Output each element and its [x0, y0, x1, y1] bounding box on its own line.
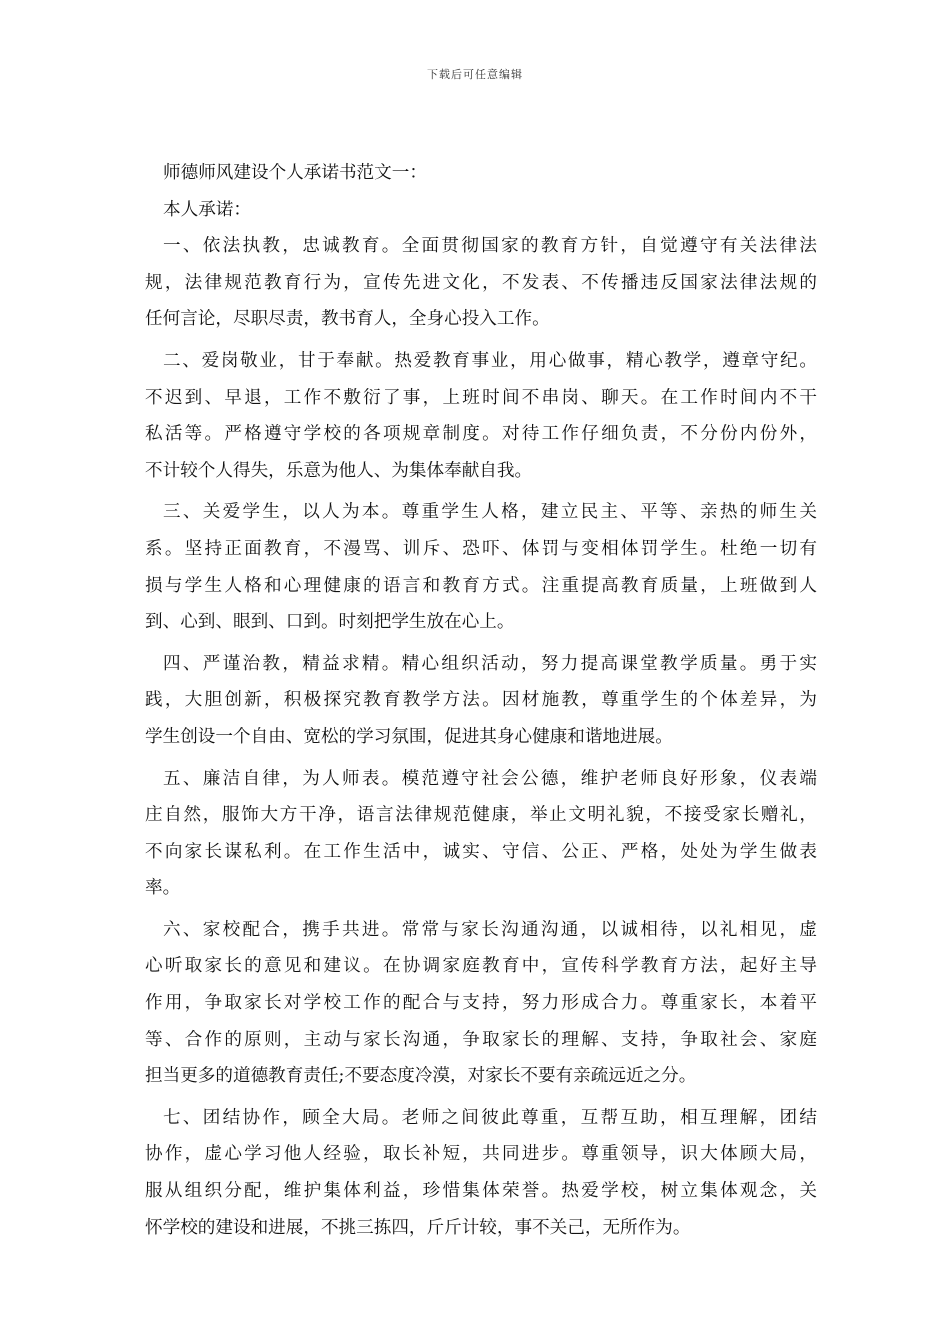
paragraph-line: 怀学校的建设和进展，不挑三拣四，斤斤计较，事不关己，无所作为。 [145, 1217, 691, 1238]
intro-line: 本人承诺： [163, 199, 251, 220]
paragraph-line: 不向家长谋私利。在工作生活中，诚实、守信、公正、严格，处处为学生做表 [145, 841, 817, 862]
paragraph-line: 服从组织分配，维护集体利益，珍惜集体荣誉。热爱学校，树立集体观念，关 [145, 1181, 817, 1202]
paragraph-line: 一、依法执教，忠诚教育。全面贯彻国家的教育方针，自觉遵守有关法律法 [163, 236, 817, 257]
document-body [145, 155, 817, 1246]
paragraph [145, 912, 817, 1095]
paragraph-line: 等、合作的原则，主动与家长沟通，争取家长的理解、支持，争取社会、家庭 [145, 1029, 817, 1050]
paragraph-line: 规，法律规范教育行为，宣传先进文化，不发表、不传播违反国家法律法规的 [145, 272, 817, 293]
header-note: 下载后可任意编辑 [427, 68, 523, 81]
paragraph-line: 庄自然，服饰大方干净，语言法律规范健康，举止文明礼貌，不接受家长赠礼， [145, 805, 817, 826]
paragraph-line: 践，大胆创新，积极探究教育教学方法。因材施教，尊重学生的个体差异，为 [145, 690, 817, 711]
paragraph-line: 四、严谨治教，精益求精。精心组织活动，努力提高课堂教学质量。勇于实 [163, 653, 817, 674]
paragraph [145, 761, 817, 907]
paragraph-line: 六、家校配合，携手共进。常常与家长沟通沟通，以诚相待，以礼相见，虚 [163, 919, 817, 940]
paragraph-line: 任何言论，尽职尽责，教书育人，全身心投入工作。 [145, 309, 550, 330]
paragraph-line: 系。坚持正面教育，不漫骂、训斥、恐吓、体罚与变相体罚学生。杜绝一切有 [145, 538, 817, 559]
paragraph-line: 三、关爱学生，以人为本。尊重学生人格，建立民主、平等、亲热的师生关 [163, 502, 817, 523]
paragraph-line: 担当更多的道德教育责任;不要态度冷漠，对家长不要有亲疏远近之分。 [145, 1066, 697, 1087]
paragraph-line: 不计较个人得失，乐意为他人、为集体奉献自我。 [145, 460, 533, 481]
paragraph-line: 学生创设一个自由、宽松的学习氛围，促进其身心健康和谐地进展。 [145, 726, 673, 747]
paragraph-line: 五、廉洁自律，为人师表。模范遵守社会公德，维护老师良好形象，仪表端 [163, 768, 817, 789]
paragraph-line: 作用，争取家长对学校工作的配合与支持，努力形成合力。尊重家长，本着平 [145, 993, 817, 1014]
paragraph [145, 646, 817, 756]
paragraph [145, 343, 817, 489]
paragraph-line: 不迟到、早退，工作不敷衍了事，上班时间不串岗、聊天。在工作时间内不干 [145, 387, 817, 408]
document-title: 师德师风建设个人承诺书范文一： [163, 163, 427, 183]
paragraph-line: 二、爱岗敬业，甘于奉献。热爱教育事业，用心做事，精心教学，遵章守纪。 [163, 350, 817, 371]
paragraph-line: 损与学生人格和心理健康的语言和教育方式。注重提高教育质量，上班做到人 [145, 575, 817, 596]
paragraph [145, 1100, 817, 1246]
paragraph-line: 协作，虚心学习他人经验，取长补短，共同进步。尊重领导，识大体顾大局， [145, 1144, 817, 1165]
paragraph-line: 率。 [145, 878, 181, 899]
paragraph [145, 228, 817, 338]
paragraph-line: 七、团结协作，顾全大局。老师之间彼此尊重，互帮互助，相互理解，团结 [163, 1107, 817, 1128]
paragraph-line: 心听取家长的意见和建议。在协调家庭教育中，宣传科学教育方法，起好主导 [145, 956, 817, 977]
paragraph-line: 到、心到、眼到、口到。时刻把学生放在心上。 [145, 612, 515, 633]
paragraph-line: 私活等。严格遵守学校的各项规章制度。对待工作仔细负责，不分份内份外， [145, 424, 817, 445]
paragraph [145, 494, 817, 640]
